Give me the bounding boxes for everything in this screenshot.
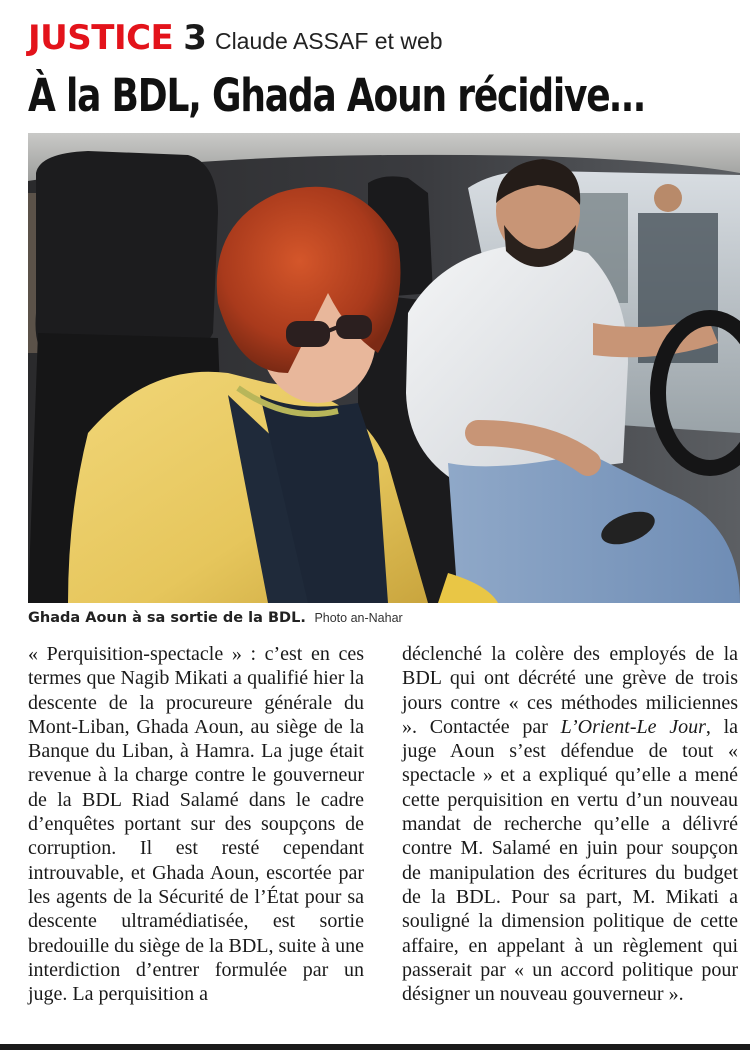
article-text-segment: , la juge Aoun s’est défendue de tout « spectacle » et a expliqué qu’elle a mené cette perquisition en vertu d’un nouveau mandat de recherche qu’elle a délivré contre M. Salamé en juin pour soupçon de manipulation des écritures du budget de la BDL. Pour sa part, M. Mikati a souligné la dimension politique de cette affaire, en appelant à un règlement qui passerait par « un accord politique pour désigner un nouveau gouverneur ». bbox=[402, 715, 739, 1006]
article-column-left: « Perquisition-spectacle » : c’est en ces termes que Nagib Mikati a qualifié hier la descente de la procureure générale du Mont-Liban, Ghada Aoun, au siège de la Banque du Liban, à Hamra. La juge était revenue à la charge contre le gouverneur de la BDL Riad Salamé dans le cadre d’enquêtes portant sur des soupçons de corruption. Il est resté cependant introuvable, et Ghada Aoun, escortée par les agents de la Sécurité de l’État pour sa descente ultramédiatisée, est sortie bredouille du siège de la BDL, suite à une interdiction d’entrer formulée par un juge. La perquisition a bbox=[28, 643, 365, 1006]
article-column-right bbox=[402, 642, 738, 1022]
photo-credit: Photo an-Nahar bbox=[314, 611, 403, 625]
publication-name: L’Orient-Le Jour bbox=[560, 715, 706, 738]
article-photo bbox=[28, 133, 740, 603]
page-number: 3 bbox=[183, 18, 207, 58]
author-byline: Claude ASSAF et web bbox=[214, 28, 443, 54]
article-headline: À la BDL, Ghada Aoun récidive… bbox=[28, 69, 645, 122]
caption-text: Ghada Aoun à sa sortie de la BDL. bbox=[28, 610, 306, 626]
section-rubric: JUSTICE bbox=[28, 18, 174, 58]
page-footer-rule bbox=[0, 1044, 750, 1050]
section-kicker bbox=[28, 18, 443, 62]
photo-caption bbox=[28, 607, 740, 629]
article-text-segment: déclenché la colère des employés de la BDL qui ont décrété une grève de trois jours contre « ces méthodes miliciennes ». Contactée par bbox=[402, 643, 738, 738]
